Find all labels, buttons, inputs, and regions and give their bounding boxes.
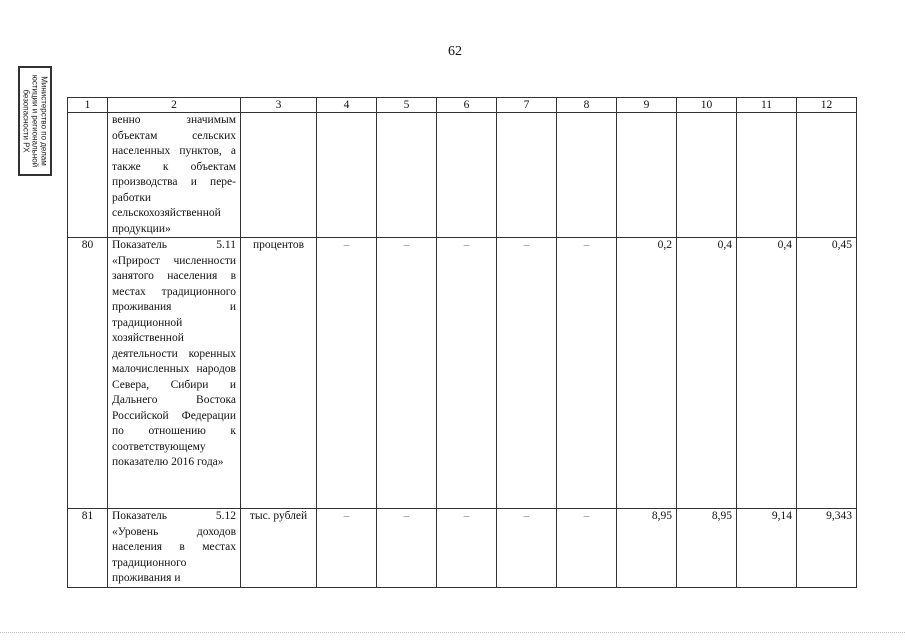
column-header: 3 bbox=[241, 98, 317, 113]
table-header-row bbox=[68, 98, 857, 113]
indicator-description: Показатель 5.11 «Прирост численности занятого населения в местах традиционного проживания и традиционной хозяйственной деятельности коренных малочисленных народов Севера, Сибири и Дальнего Востока Российской Федерации по отношению к соответствующему показателю 2016 года» bbox=[108, 238, 241, 509]
column-header: 5 bbox=[377, 98, 437, 113]
value-cell bbox=[617, 113, 677, 238]
table-row bbox=[68, 509, 857, 588]
value-cell: – bbox=[557, 238, 617, 509]
value-cell bbox=[377, 113, 437, 238]
value-cell bbox=[437, 113, 497, 238]
value-cell bbox=[797, 113, 857, 238]
column-header: 6 bbox=[437, 98, 497, 113]
indicator-description: Показатель 5.12 «Уровень доходов населения в местах традиционного проживания и bbox=[108, 509, 241, 588]
value-cell: – bbox=[497, 238, 557, 509]
value-cell: – bbox=[317, 509, 377, 588]
column-header: 9 bbox=[617, 98, 677, 113]
indicator-description: венно значимым объектам сельских населенных пунктов, а также к объектам производства и пере-работки сельскохозяйственной продукции» bbox=[108, 113, 241, 238]
value-cell: 8,95 bbox=[617, 509, 677, 588]
table-row bbox=[68, 238, 857, 509]
unit-of-measure bbox=[241, 113, 317, 238]
value-cell: 8,95 bbox=[677, 509, 737, 588]
indicator-table bbox=[67, 97, 857, 588]
column-header: 8 bbox=[557, 98, 617, 113]
value-cell bbox=[557, 113, 617, 238]
column-header: 10 bbox=[677, 98, 737, 113]
value-cell bbox=[317, 113, 377, 238]
value-cell: 9,343 bbox=[797, 509, 857, 588]
value-cell: – bbox=[377, 509, 437, 588]
table-row bbox=[68, 113, 857, 238]
page-number: 62 bbox=[448, 44, 462, 59]
value-cell bbox=[497, 113, 557, 238]
value-cell: 0,2 bbox=[617, 238, 677, 509]
scan-edge-artifact bbox=[0, 632, 905, 634]
ministry-stamp-text: Министерство по делам юстиции и региональной безопасности РХ bbox=[21, 74, 49, 168]
value-cell: 0,4 bbox=[677, 238, 737, 509]
column-header: 4 bbox=[317, 98, 377, 113]
column-header: 1 bbox=[68, 98, 108, 113]
unit-of-measure: тыс. рублей bbox=[241, 509, 317, 588]
value-cell bbox=[737, 113, 797, 238]
row-number: 81 bbox=[68, 509, 108, 588]
value-cell: – bbox=[377, 238, 437, 509]
column-header: 2 bbox=[108, 98, 241, 113]
value-cell: 9,14 bbox=[737, 509, 797, 588]
value-cell: 0,45 bbox=[797, 238, 857, 509]
value-cell: – bbox=[437, 238, 497, 509]
row-number bbox=[68, 113, 108, 238]
row-number: 80 bbox=[68, 238, 108, 509]
value-cell: 0,4 bbox=[737, 238, 797, 509]
value-cell: – bbox=[557, 509, 617, 588]
value-cell: – bbox=[317, 238, 377, 509]
ministry-stamp bbox=[18, 66, 52, 176]
unit-of-measure: процентов bbox=[241, 238, 317, 509]
value-cell bbox=[677, 113, 737, 238]
column-header: 7 bbox=[497, 98, 557, 113]
column-header: 12 bbox=[797, 98, 857, 113]
value-cell: – bbox=[437, 509, 497, 588]
column-header: 11 bbox=[737, 98, 797, 113]
value-cell: – bbox=[497, 509, 557, 588]
